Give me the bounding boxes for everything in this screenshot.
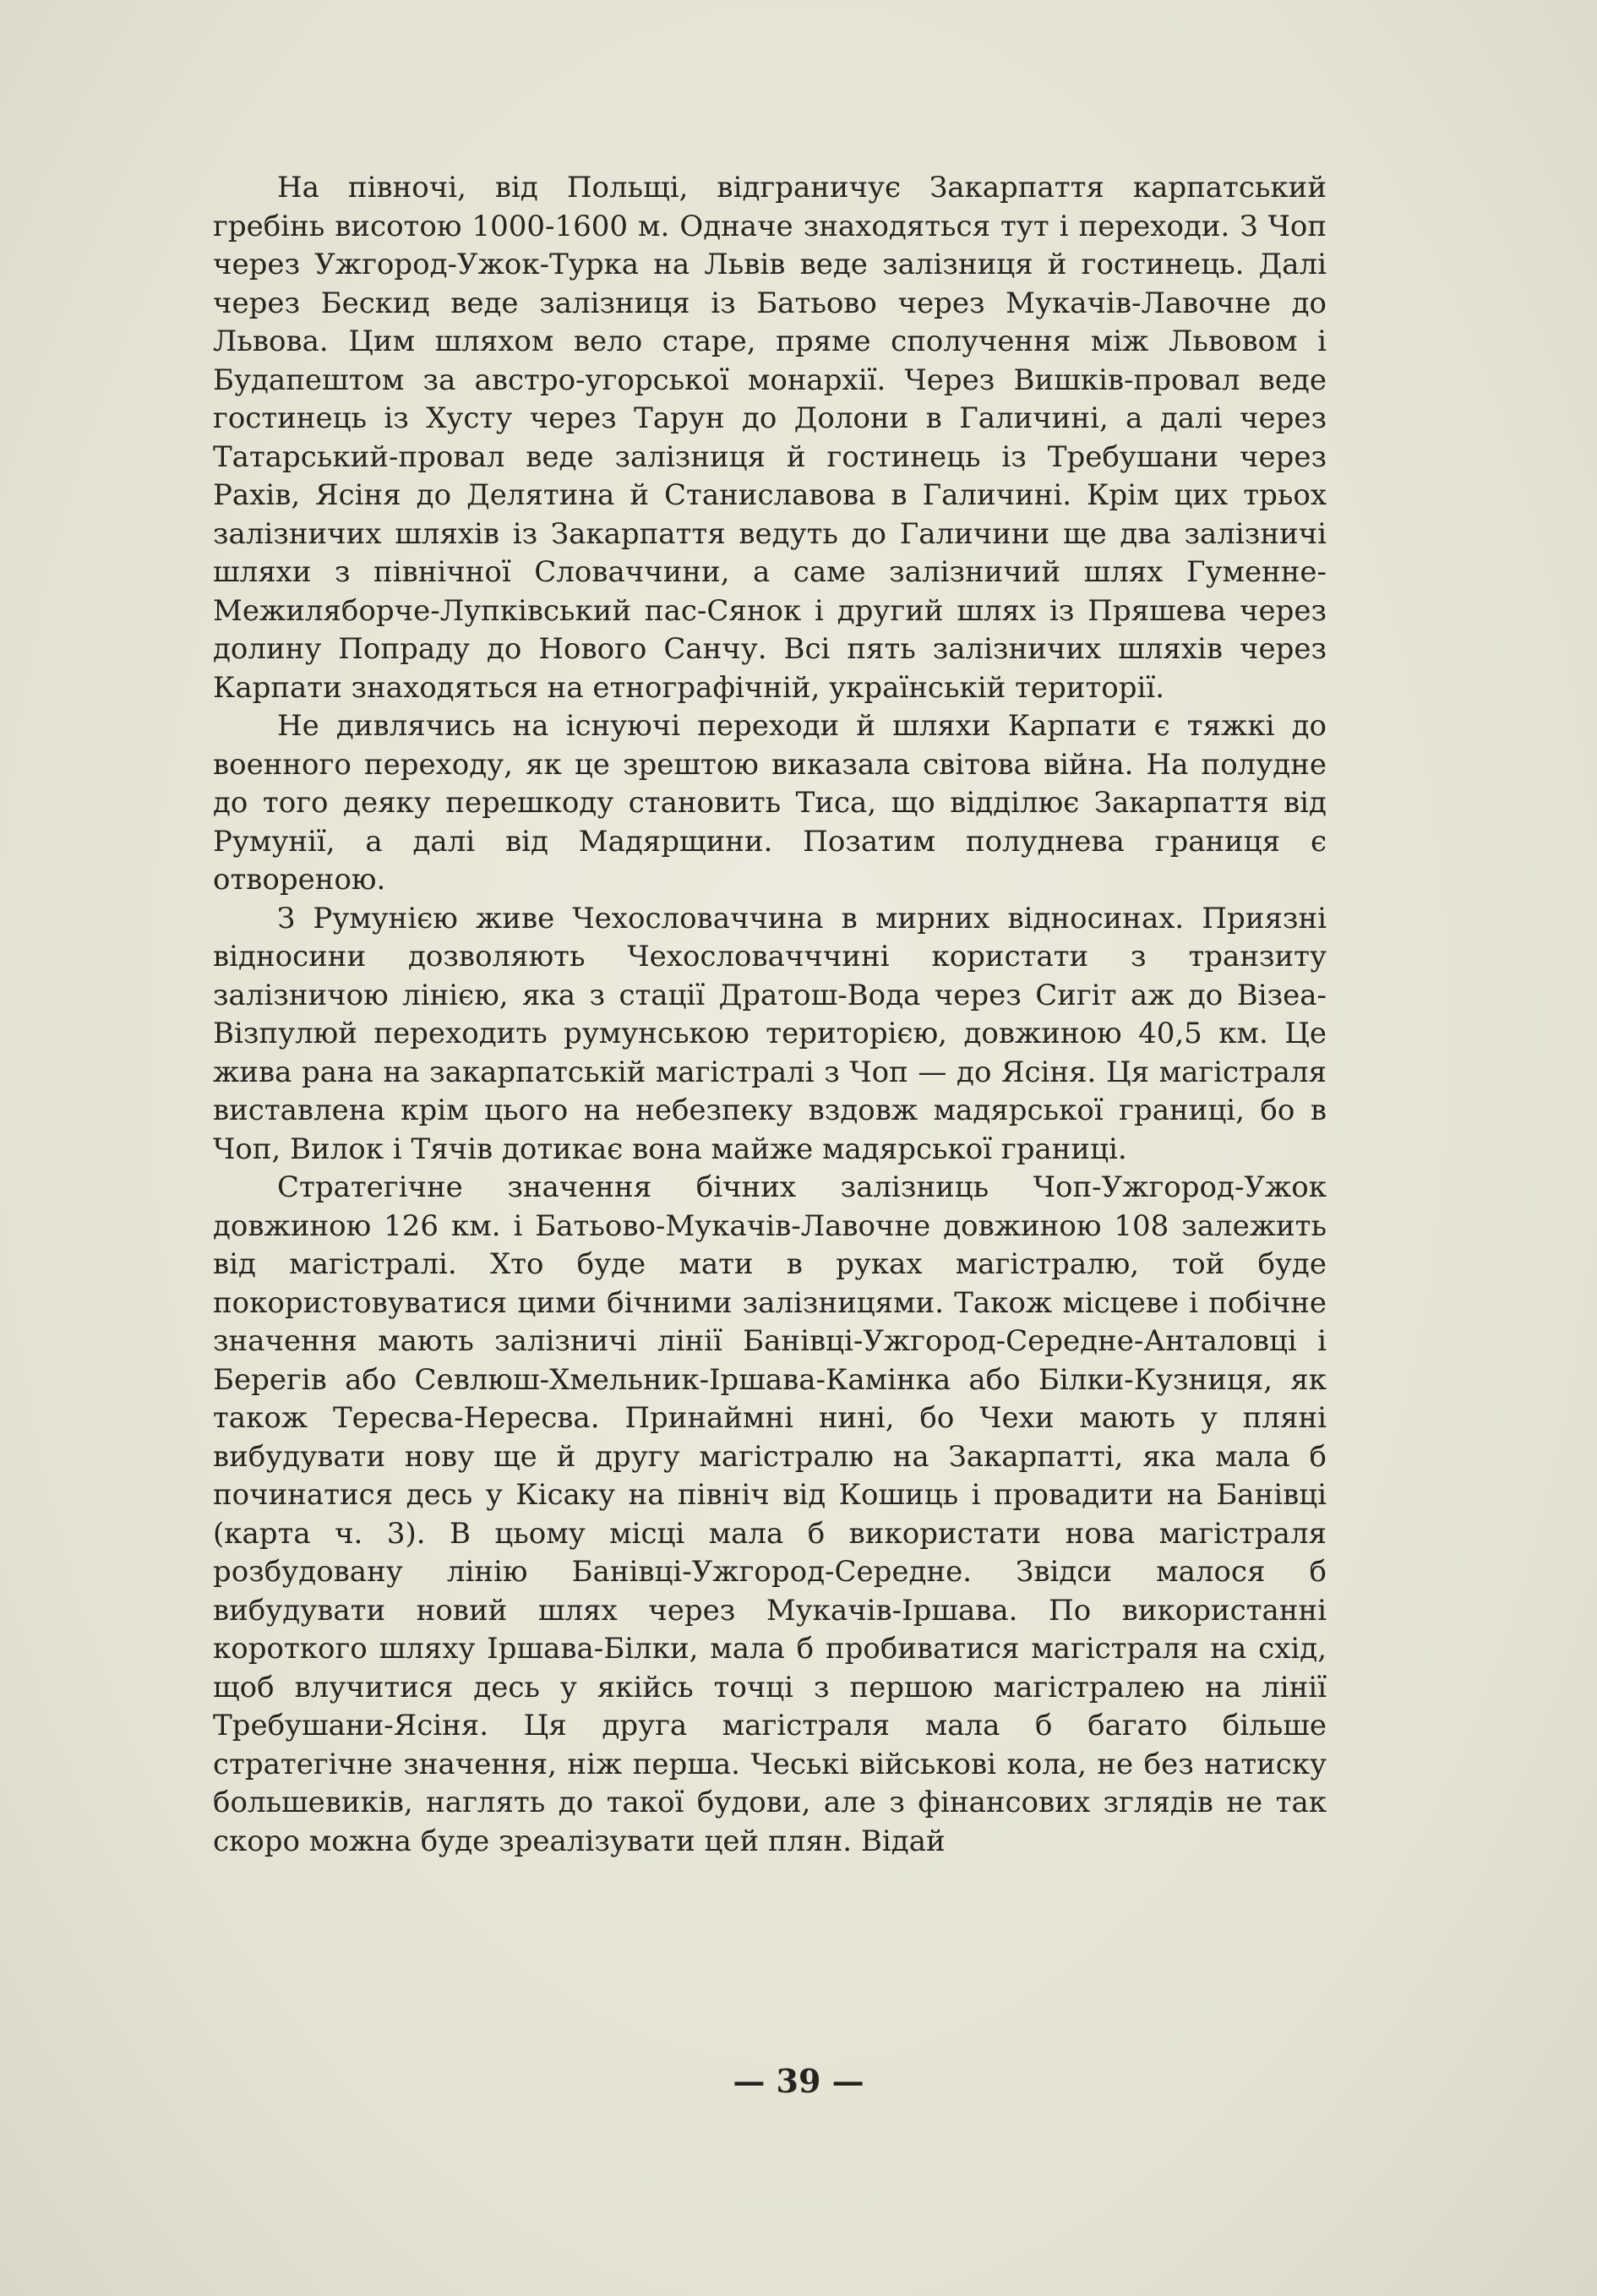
paragraph-2: Не дивлячись на існуючі переходи й шляхи Карпати є тяжкі до военного переходу, як це зрештою виказала світова війна. На полудне до того деяку перешкоду становить Тиса, що відділює Закарпаття від Румунії, а далі від Мадярщини. Позатим полуднева границя є отвореною. [213,709,1327,897]
page-number: — 39 — [733,2062,864,2100]
paragraph-1: На півночі, від Польщі, відграничує Закарпаття карпатський гребінь висотою 1000-1600 м. Одначе знаходяться тут і переходи. З Чоп через Ужгород-Ужок-Турка на Львів веде залізниця й гостинець. Далі через Бескид веде залізниця із Батьово через Мукачів-Лавочне до Львова. Цим шляхом вело старе, пряме сполучення між Львовом і Будапештом за австро-угорської монархії. Через Вишків-провал веде гостинець із Хусту через Тарун до Долони в Галичині, а далі через Татарський-провал веде залізниця й гостинець із Требушани через Рахів, Ясіня до Делятина й Станиславова в Галичині. Крім цих трьох залізничих шляхів із Закарпаття ведуть до Галичини ще два залізничі шляхи з північної Словаччини, а саме залізничий шлях Гуменне-Межиляборче-Лупківський пас-Сянок і другий шлях із Пряшева через долину Попраду до Нового Санчу. Всі пять залізничих шляхів через Карпати знаходяться на етнографічній, українській території. [213,171,1327,705]
paragraph-4: Стратегічне значення бічних залізниць Чоп-Ужгород-Ужок довжиною 126 км. і Батьово-Мукачів-Лавочне довжиною 108 залежить від магістралі. Хто буде мати в руках магістралю, той буде покористовуватися цими бічними залізницями. Також місцеве і побічне значення мають залізничі лінії Банівці-Ужгород-Середне-Анталовці і Берегів або Севлюш-Хмельник-Іршава-Камінка або Білки-Кузниця, як також Тересва-Нересва. Принаймні нині, бо Чехи мають у пляні вибудувати нову ще й другу магістралю на Закарпатті, яка мала б починатися десь у Кісаку на північ від Кошиць і провадити на Банівці (карта ч. 3). В цьому місці мала б використати нова магістраля розбудовану лінію Банівці-Ужгород-Середне. Звідси малося б вибудувати новий шлях через Мукачів-Іршава. По використанні короткого шляху Іршава-Білки, мала б пробиватися магістраля на схід, щоб влучитися десь у якійсь точці з першою магістралею на лінії Требушани-Ясіня. Ця друга магістраля мала б багато більше стратегічне значення, ніж перша. Чеські військові кола, не без натиску большевиків, наглять до такої будови, але з фінансових зглядів не так скоро можна буде зреалізувати цей плян. Відай [213,1170,1327,1858]
paragraph-3: З Румунією живе Чехословаччина в мирних відносинах. Приязні відносини дозволяють Чехословачччині користати з транзиту залізничою лінією, яка з стації Дратош-Вода через Сигіт аж до Візеа-Візпулюй переходить румунською територією, довжиною 40,5 км. Це жива рана на закарпатській магістралі з Чоп — до Ясіня. Ця магістраля виставлена крім цього на небезпеку вздовж мадярської границі, бо в Чоп, Вилок і Тячів дотикає вона майже мадярської границі. [213,901,1327,1166]
body-text [213,169,1327,1861]
